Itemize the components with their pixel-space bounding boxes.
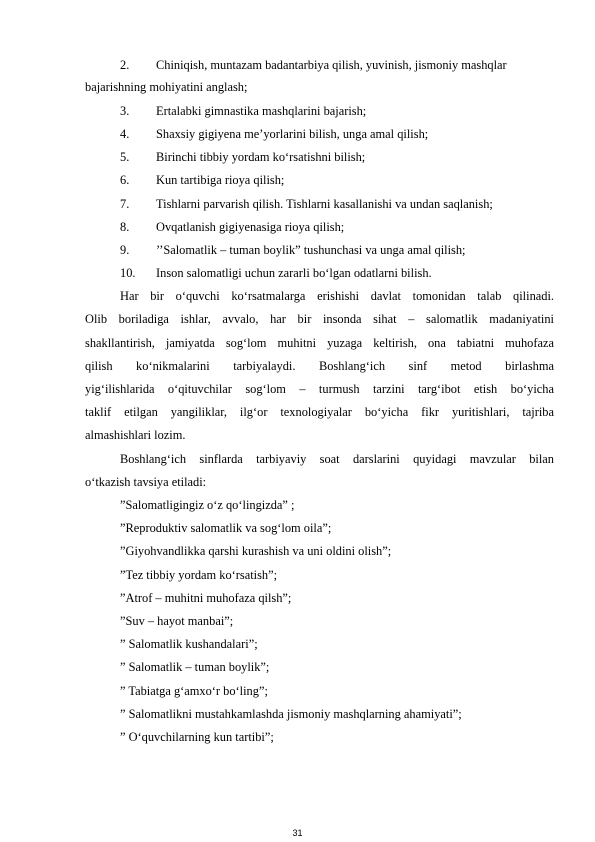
topic-item: ” Salomatlik – tuman boylik”; <box>120 660 270 674</box>
list-text: Shaxsiy gigiyena me’yorlarini bilish, unga amal qilish; <box>156 127 429 141</box>
paragraph-line: o‘tkazish tavsiya etiladi: <box>85 475 207 489</box>
paragraph-line: almashishlari lozim. <box>85 428 186 442</box>
topic-item: ” Tabiatga g‘amxo‘r bo‘ling”; <box>120 684 268 698</box>
list-text: ’’Salomatlik – tuman boylik” tushunchasi va unga amal qilish; <box>156 243 466 257</box>
topic-item: ”Suv – hayot manbai”; <box>120 614 234 628</box>
list-number: 6. <box>120 173 130 187</box>
page-number: 31 <box>292 828 303 838</box>
list-number: 9. <box>120 243 130 257</box>
list-number: 7. <box>120 197 130 211</box>
list-text: Kun tartibiga rioya qilish; <box>156 173 285 187</box>
topic-item: ”Atrof – muhitni muhofaza qilsh”; <box>120 591 292 605</box>
paragraph-line: qilish ko‘nikmalarini tarbiyalaydi. Boshlang‘ich sinf metod birlashma <box>85 359 554 373</box>
topic-item: ” O‘quvchilarning kun tartibi”; <box>120 730 274 744</box>
paragraph-line: yig‘ilishlarida o‘qituvchilar sog‘lom – turmush tarzini targ‘ibot etish bo‘yicha <box>85 382 554 396</box>
paragraph-line: shakllantirish, jamiyatda sog‘lom muhitni yuzaga keltirish, ona tabiatni muhofaza <box>85 336 554 350</box>
paragraph-line: Olib boriladiga ishlar, avvalo, har bir insonda sihat – salomatlik madaniyatini <box>85 312 554 326</box>
list-number: 2. <box>120 58 130 72</box>
list-text: Ovqatlanish gigiyenasiga rioya qilish; <box>156 220 345 234</box>
list-text: Chiniqish, muntazam badantarbiya qilish, yuvinish, jismoniy mashqlar <box>156 58 507 72</box>
topic-item: ”Reproduktiv salomatlik va sog‘lom oila”; <box>120 521 332 535</box>
list-text: Birinchi tibbiy yordam ko‘rsatishni bilish; <box>156 150 366 164</box>
list-text: Ertalabki gimnastika mashqlarini bajarish; <box>156 104 367 118</box>
topic-item: ” Salomatlik kushandalari”; <box>120 637 258 651</box>
list-number: 3. <box>120 104 130 118</box>
list-text: Tishlarni parvarish qilish. Tishlarni kasallanishi va undan saqlanish; <box>156 197 493 211</box>
paragraph-line: Har bir o‘quvchi ko‘rsatmalarga erishishi davlat tomonidan talab qilinadi. <box>120 289 554 303</box>
list-number: 5. <box>120 150 130 164</box>
topic-item: ” Salomatlikni mustahkamlashda jismoniy mashqlarning ahamiyati”; <box>120 707 462 721</box>
list-number: 10. <box>120 266 136 280</box>
topic-item: ”Giyohvandlikka qarshi kurashish va uni oldini olish”; <box>120 544 392 558</box>
paragraph-line: taklif etilgan yangiliklar, ilg‘or texnologiyalar bo‘yicha fikr yuritishlari, tajriba <box>85 405 554 419</box>
list-number: 4. <box>120 127 130 141</box>
list-item-continuation: bajarishning mohiyatini anglash; <box>85 80 248 94</box>
paragraph-line: Boshlang‘ich sinflarda tarbiyaviy soat darslarini quyidagi mavzular bilan <box>120 452 554 466</box>
topic-item: ”Salomatligingiz o‘z qo‘lingizda” ; <box>120 498 295 512</box>
list-number: 8. <box>120 220 130 234</box>
topic-item: ”Tez tibbiy yordam ko‘rsatish”; <box>120 568 278 582</box>
list-text: Inson salomatligi uchun zararli bo‘lgan odatlarni bilish. <box>156 266 432 280</box>
